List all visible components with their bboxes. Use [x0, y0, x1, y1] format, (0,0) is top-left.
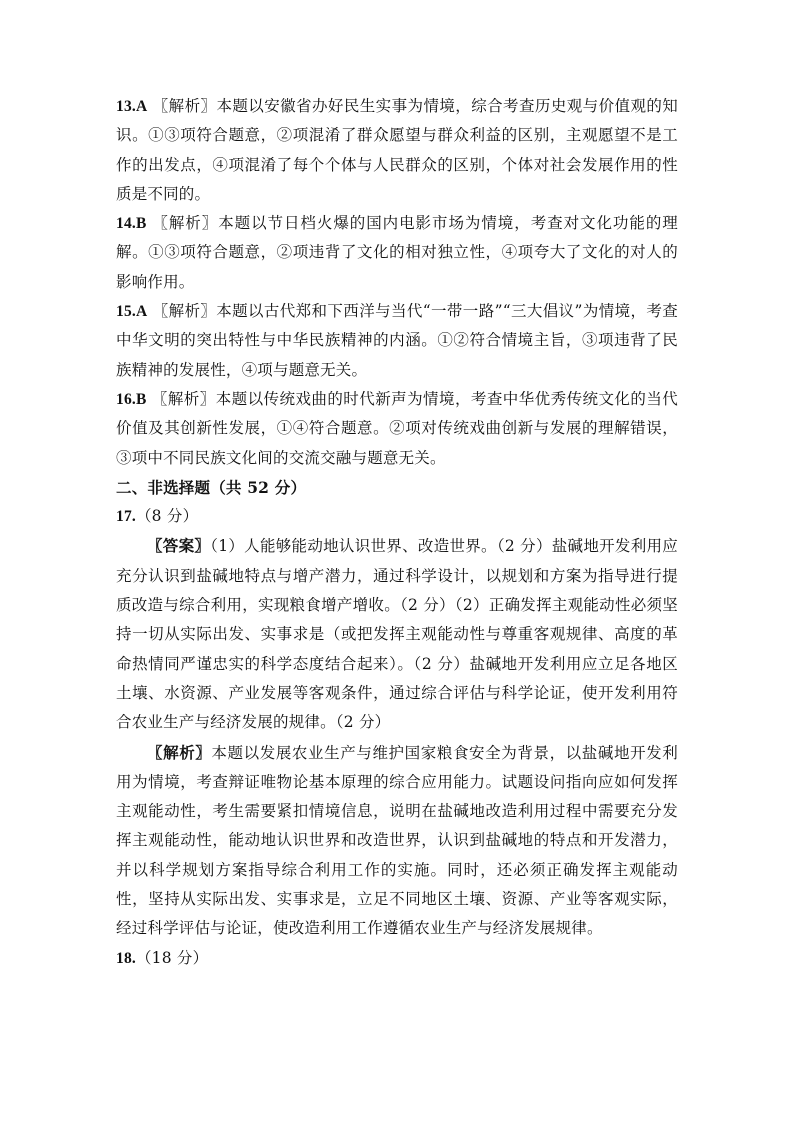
question-number: 18. [116, 949, 136, 967]
analysis-text: 本题以古代郑和下西洋与当代“一带一路”“三大倡议”为情境，考查中华文明的突出特性与中华民族精神的内涵。①②符合情境主旨，③项违背了民族精神的发展性，④项与题意无关。 [116, 302, 678, 379]
analysis-tag: 〖解析〗 [147, 742, 212, 762]
question-17-header [116, 502, 678, 531]
document-page [116, 92, 678, 973]
question-number: 16.B [116, 390, 147, 408]
answer-item-14 [116, 209, 678, 297]
analysis-tag: 〖解析〗 [152, 97, 217, 115]
answer-item-16 [116, 385, 678, 473]
question-number: 17. [116, 508, 136, 526]
question-number: 15.A [116, 303, 148, 321]
question-17-answer [116, 531, 678, 737]
analysis-text: 本题以安徽省办好民生实事为情境，综合考查历史观与价值观的知识。①③项符合题意，②项混淆了群众愿望与群众利益的区别，主观愿望不是工作的出发点，④项混淆了每个个体与人民群众的区别，个体对社会发展作用的性质是不同的。 [116, 97, 678, 203]
analysis-text: 本题以节日档火爆的国内电影市场为情境，考查对文化功能的理解。①③项符合题意，②项违背了文化的相对独立性，④项夸大了文化的对人的影响作用。 [116, 214, 678, 291]
analysis-text: 本题以发展农业生产与维护国家粮食安全为背景，以盐碱地开发利用为情境，考查辩证唯物论基本原理的综合应用能力。试题设问指向应如何发挥主观能动性，考生需要紧扣情境信息，说明在盐碱地改造利用过程中需要充分发挥主观能动性，能动地认识世界和改造世界，认识到盐碱地的特点和开发潜力，并以科学规划方案指导综合利用工作的实施。同时，还必须正确发挥主观能动性，坚持从实际出发、实事求是，立足不同地区土壤、资源、产业等客观实际，经过科学评估与论证，使改造利用工作遵循农业生产与经济发展规律。 [116, 743, 678, 938]
analysis-tag: 〖解析〗 [152, 302, 217, 321]
answer-item-15 [116, 297, 678, 385]
question-number: 13.A [116, 98, 148, 115]
answer-text: （1）人能够能动地认识世界、改造世界。（2 分）盐碱地开发利用应充分认识到盐碱地特点与增产潜力，通过科学设计，以规划和方案为指导进行提质改造与综合利用，实现粮食增产增收。（2 分）（2）正确发挥主观能动性必须坚持一切从实际出发、实事求是（或把发挥主观能动性与尊重客观规律、高度的革命热情同严谨忠实的科学态度结合起来）。（2 分）盐碱地开发利用应立足各地区土壤、水资源、产业发展等客观条件，通过综合评估与科学论证，使开发利用符合农业生产与经济发展的规律。（2 分） [116, 537, 678, 732]
question-score: （8 分） [135, 507, 199, 526]
question-17-analysis [116, 738, 678, 944]
question-number: 14.B [116, 215, 147, 233]
analysis-tag: 〖解析〗 [152, 214, 219, 233]
answer-item-13 [116, 92, 678, 209]
section-title: 二、非选择题（共 52 分） [116, 477, 307, 497]
question-score: （18 分） [135, 948, 209, 967]
analysis-text: 本题以传统戏曲的时代新声为情境，考查中华优秀传统文化的当代价值及其创新性发展，①④符合题意。②项对传统戏曲创新与发展的理解错误，③项中不同民族文化间的交流交融与题意无关。 [116, 389, 678, 467]
question-18-header [116, 944, 678, 973]
answer-tag: 〖答案〗 [147, 536, 211, 556]
analysis-tag: 〖解析〗 [151, 389, 216, 408]
